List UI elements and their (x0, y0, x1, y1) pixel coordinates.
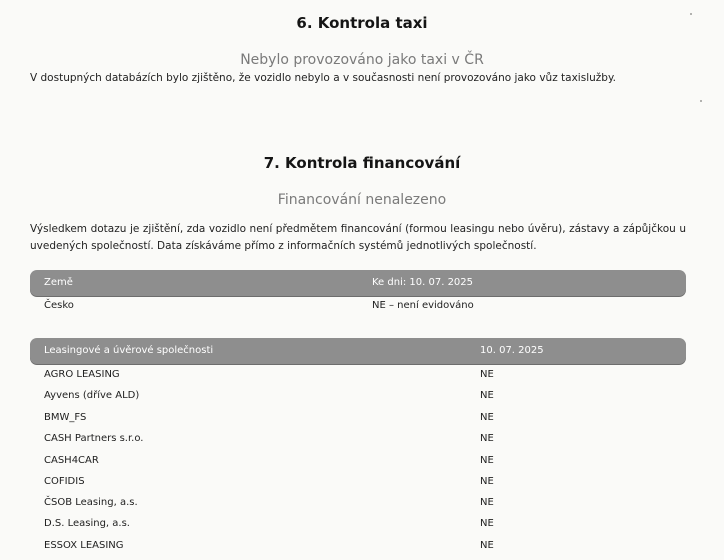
company-name: Ayvens (dříve ALD) (44, 390, 140, 401)
table-row (44, 390, 684, 410)
country-status: NE – není evidováno (372, 300, 474, 311)
financing-section-title: 7. Kontrola financování (263, 154, 461, 172)
table-row (44, 455, 684, 475)
scan-speck (700, 100, 702, 102)
company-name: AGRO LEASING (44, 369, 120, 380)
leasing-table-header (30, 338, 686, 364)
company-name: ČSOB Leasing, a.s. (44, 497, 138, 508)
country-name: Česko (44, 300, 74, 311)
company-status: NE (480, 497, 494, 508)
company-status: NE (480, 518, 494, 529)
table-row (44, 412, 684, 432)
table-row (44, 476, 684, 496)
company-status: NE (480, 433, 494, 444)
country-column-header: Země (44, 277, 73, 288)
taxi-section-text: V dostupných databázích bylo zjištěno, že vozidlo nebylo a v současnosti není provozováno jako vůz taxislužby. (30, 72, 616, 84)
financing-section-subtitle: Financování nenalezeno (277, 192, 447, 208)
taxi-section-subtitle: Nebylo provozováno jako taxi v ČR (240, 52, 484, 68)
scan-speck (690, 13, 692, 15)
company-name: D.S. Leasing, a.s. (44, 518, 130, 529)
company-status: NE (480, 540, 494, 551)
date-column-header: Ke dni: 10. 07. 2025 (372, 277, 474, 288)
financing-section-text: Výsledkem dotazu je zjištění, zda vozidlo není předmětem financování (formou leasingu nebo úvěru), zástavy a zápůjčkou u uvedených společností. Data získáváme přímo z informačních systémů jednotlivých společností. (30, 223, 686, 252)
company-status: NE (480, 369, 494, 380)
company-name: CASH4CAR (44, 455, 99, 466)
company-name: ESSOX LEASING (44, 540, 124, 551)
table-row (44, 300, 684, 320)
leasing-date-column-header: 10. 07. 2025 (480, 345, 544, 356)
company-name: COFIDIS (44, 476, 85, 487)
company-status: NE (480, 476, 494, 487)
leasing-company-column-header: Leasingové a úvěrové společnosti (44, 345, 214, 356)
country-table-header (30, 270, 686, 296)
company-name: CASH Partners s.r.o. (44, 433, 144, 444)
table-row (44, 369, 684, 389)
table-row (44, 497, 684, 517)
table-row (44, 540, 684, 560)
company-status: NE (480, 390, 494, 401)
taxi-section-title: 6. Kontrola taxi (296, 14, 428, 32)
table-row (44, 518, 684, 538)
company-status: NE (480, 412, 494, 423)
table-row (44, 433, 684, 453)
company-name: BMW_FS (44, 412, 87, 423)
company-status: NE (480, 455, 494, 466)
